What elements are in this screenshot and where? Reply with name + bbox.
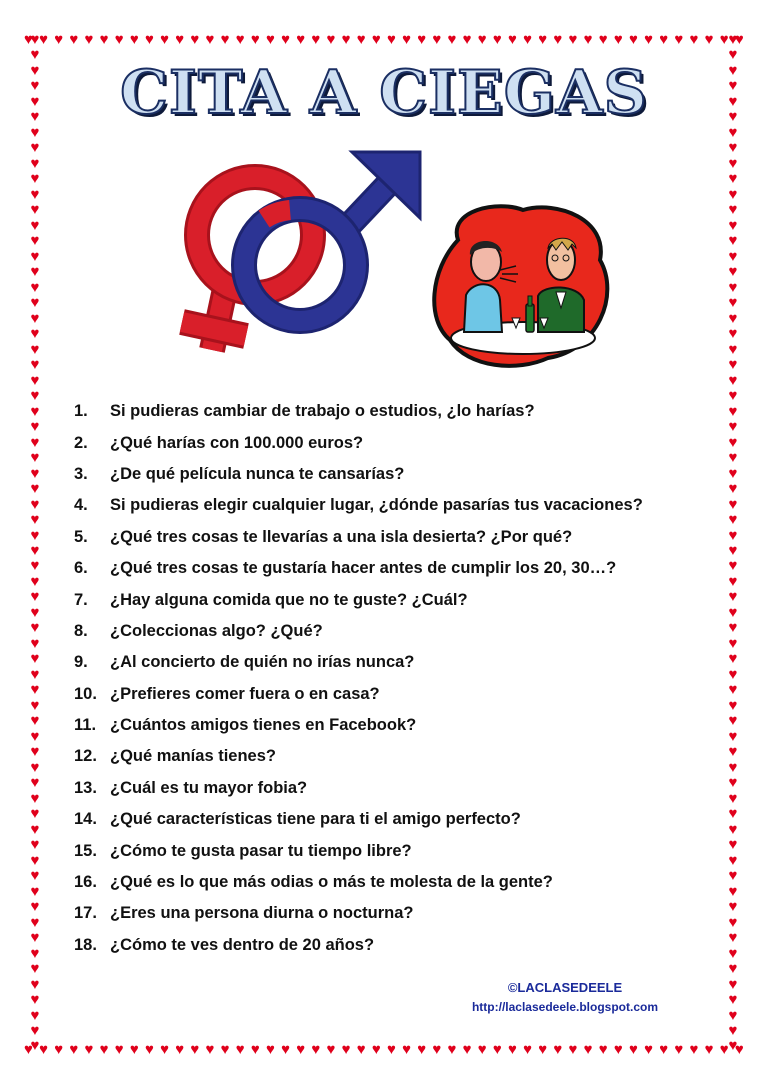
heart-icon: ♥ — [728, 836, 738, 854]
blind-date-dinner-illustration — [428, 200, 618, 370]
heart-icon: ♥ — [728, 433, 738, 451]
heart-icon: ♥ — [84, 1040, 94, 1058]
heart-icon: ♥ — [356, 30, 366, 48]
heart-icon: ♥ — [235, 30, 245, 48]
list-item: 12. ¿Qué manías tienes? — [74, 747, 276, 766]
heart-icon: ♥ — [30, 154, 40, 172]
heart-icon: ♥ — [417, 1040, 427, 1058]
heart-icon: ♥ — [30, 464, 40, 482]
heart-icon: ♥ — [704, 1040, 714, 1058]
border-left — [24, 30, 49, 1054]
heart-icon: ♥ — [311, 30, 321, 48]
heart-icon: ♥ — [728, 480, 738, 498]
heart-icon: ♥ — [538, 1040, 548, 1058]
heart-icon: ♥ — [129, 1040, 139, 1058]
heart-icon: ♥ — [728, 681, 738, 699]
heart-icon: ♥ — [387, 30, 396, 48]
heart-icon: ♥ — [30, 758, 40, 776]
heart-icon: ♥ — [30, 387, 40, 405]
heart-icon: ♥ — [613, 1040, 623, 1058]
heart-icon: ♥ — [728, 185, 738, 203]
heart-icon: ♥ — [30, 619, 40, 637]
heart-icon: ♥ — [69, 30, 79, 48]
heart-icon: ♥ — [205, 30, 215, 48]
heart-icon: ♥ — [674, 1040, 684, 1058]
heart-icon: ♥ — [462, 1040, 472, 1058]
heart-icon: ♥ — [30, 960, 40, 978]
heart-icon: ♥ — [99, 1040, 109, 1058]
heart-icon: ♥ — [160, 1040, 170, 1058]
list-item: 14. ¿Qué características tiene para ti el amigo perfecto? — [74, 810, 521, 829]
heart-icon: ♥ — [30, 418, 40, 436]
heart-icon: ♥ — [538, 30, 548, 48]
heart-icon: ♥ — [728, 511, 738, 529]
heart-icon: ♥ — [296, 30, 306, 48]
heart-icon: ♥ — [30, 526, 40, 544]
heart-icon: ♥ — [250, 1040, 260, 1058]
heart-icon: ♥ — [477, 30, 487, 48]
heart-icon: ♥ — [728, 696, 738, 714]
heart-icon: ♥ — [728, 898, 738, 916]
heart-icon: ♥ — [728, 743, 738, 761]
heart-icon: ♥ — [311, 1040, 321, 1058]
heart-icon: ♥ — [728, 727, 738, 745]
heart-icon: ♥ — [728, 371, 738, 389]
heart-icon: ♥ — [30, 232, 40, 250]
heart-icon: ♥ — [598, 30, 608, 48]
heart-icon: ♥ — [728, 263, 738, 281]
heart-icon: ♥ — [728, 634, 738, 652]
heart-icon: ♥ — [734, 1040, 744, 1058]
border-bottom — [24, 1038, 744, 1060]
heart-icon: ♥ — [728, 92, 738, 110]
heart-icon: ♥ — [719, 30, 729, 48]
heart-icon: ♥ — [568, 1040, 578, 1058]
heart-icon: ♥ — [728, 1037, 738, 1054]
list-item: 7. ¿Hay alguna comida que no te guste? ¿Cuál? — [74, 590, 468, 609]
heart-icon: ♥ — [175, 30, 185, 48]
heart-icon: ♥ — [477, 1040, 487, 1058]
heart-icon: ♥ — [30, 139, 40, 157]
credit-url[interactable]: http://laclasedeele.blogspot.com — [471, 1000, 659, 1014]
heart-icon: ♥ — [659, 30, 669, 48]
list-item: 6. ¿Qué tres cosas te gustaría hacer antes de cumplir los 20, 30…? — [74, 559, 617, 578]
heart-icon: ♥ — [402, 1040, 412, 1058]
heart-icon: ♥ — [387, 1040, 396, 1058]
heart-icon: ♥ — [30, 851, 40, 869]
heart-icon: ♥ — [30, 603, 40, 621]
heart-icon: ♥ — [728, 449, 738, 467]
list-item: 2. ¿Qué harías con 100.000 euros? — [74, 433, 364, 452]
heart-icon: ♥ — [689, 1040, 699, 1058]
heart-icon: ♥ — [728, 588, 738, 606]
heart-icon: ♥ — [326, 30, 336, 48]
heart-icon: ♥ — [728, 154, 738, 172]
heart-icon: ♥ — [30, 108, 40, 126]
heart-icon: ♥ — [30, 743, 40, 761]
heart-icon: ♥ — [84, 30, 94, 48]
heart-icon: ♥ — [728, 541, 738, 559]
heart-icon: ♥ — [30, 371, 40, 389]
heart-icon: ♥ — [462, 30, 472, 48]
heart-icon: ♥ — [728, 387, 738, 405]
list-item: 3. ¿De qué película nunca te cansarías? — [74, 464, 405, 483]
heart-icon: ♥ — [30, 929, 40, 947]
heart-icon: ♥ — [30, 278, 40, 296]
heart-icon: ♥ — [30, 820, 40, 838]
heart-icon: ♥ — [114, 1040, 124, 1058]
heart-icon: ♥ — [30, 92, 40, 110]
heart-icon: ♥ — [266, 30, 275, 48]
heart-icon: ♥ — [728, 758, 738, 776]
heart-icon: ♥ — [30, 727, 40, 745]
heart-icon: ♥ — [30, 511, 40, 529]
heart-icon: ♥ — [220, 1040, 230, 1058]
heart-icon: ♥ — [728, 108, 738, 126]
heart-icon: ♥ — [523, 1040, 533, 1058]
heart-icon: ♥ — [30, 309, 40, 327]
heart-icon: ♥ — [250, 30, 260, 48]
heart-icon: ♥ — [30, 170, 40, 188]
heart-icon: ♥ — [69, 1040, 79, 1058]
heart-icon: ♥ — [508, 30, 517, 48]
heart-icon: ♥ — [30, 975, 40, 993]
heart-icon: ♥ — [205, 1040, 215, 1058]
heart-icon: ♥ — [613, 30, 623, 48]
heart-icon: ♥ — [728, 867, 738, 885]
heart-icon: ♥ — [30, 712, 40, 730]
heart-icon: ♥ — [728, 201, 738, 219]
heart-icon: ♥ — [30, 634, 40, 652]
heart-icon: ♥ — [447, 1040, 457, 1058]
heart-icon: ♥ — [30, 991, 40, 1009]
heart-icon: ♥ — [728, 882, 738, 900]
heart-icon: ♥ — [30, 650, 40, 668]
heart-icon: ♥ — [728, 464, 738, 482]
heart-icon: ♥ — [235, 1040, 245, 1058]
list-item: 16. ¿Qué es lo que más odias o más te molesta de la gente? — [74, 873, 553, 892]
list-item: 10. ¿Prefieres comer fuera o en casa? — [74, 684, 380, 703]
heart-icon: ♥ — [30, 61, 40, 79]
heart-icon: ♥ — [54, 1040, 64, 1058]
heart-icon: ♥ — [728, 650, 738, 668]
heart-icon: ♥ — [160, 30, 170, 48]
heart-icon: ♥ — [326, 1040, 336, 1058]
heart-icon: ♥ — [728, 944, 738, 962]
list-item: 18. ¿Cómo te ves dentro de 20 años? — [74, 935, 375, 954]
heart-icon: ♥ — [728, 960, 738, 978]
heart-icon: ♥ — [30, 46, 40, 64]
heart-icon: ♥ — [728, 123, 738, 141]
heart-icon: ♥ — [728, 247, 738, 265]
heart-icon: ♥ — [728, 929, 738, 947]
heart-icon: ♥ — [281, 30, 291, 48]
heart-icon: ♥ — [704, 30, 714, 48]
heart-icon: ♥ — [39, 30, 49, 48]
heart-icon: ♥ — [728, 170, 738, 188]
heart-icon: ♥ — [728, 294, 738, 312]
heart-icon: ♥ — [728, 61, 738, 79]
heart-icon: ♥ — [30, 557, 40, 575]
heart-icon: ♥ — [30, 1022, 40, 1039]
heart-icon: ♥ — [447, 30, 457, 48]
heart-icon: ♥ — [728, 402, 738, 420]
heart-icon: ♥ — [30, 77, 40, 95]
heart-icon: ♥ — [190, 1040, 200, 1058]
heart-icon: ♥ — [728, 572, 738, 590]
heart-icon: ♥ — [553, 30, 563, 48]
heart-icon: ♥ — [30, 774, 40, 792]
heart-icon: ♥ — [689, 30, 699, 48]
heart-icon: ♥ — [728, 991, 738, 1009]
heart-icon: ♥ — [728, 603, 738, 621]
heart-icon: ♥ — [30, 185, 40, 203]
heart-icon: ♥ — [728, 805, 738, 823]
heart-icon: ♥ — [728, 77, 738, 95]
heart-icon: ♥ — [728, 356, 738, 374]
heart-icon: ♥ — [674, 30, 684, 48]
heart-icon: ♥ — [728, 526, 738, 544]
heart-icon: ♥ — [30, 836, 40, 854]
heart-icon: ♥ — [30, 882, 40, 900]
heart-icon: ♥ — [659, 1040, 669, 1058]
heart-icon: ♥ — [432, 1040, 442, 1058]
heart-icon: ♥ — [30, 201, 40, 219]
heart-icon: ♥ — [30, 898, 40, 916]
heart-icon: ♥ — [30, 402, 40, 420]
heart-icon: ♥ — [728, 665, 738, 683]
heart-icon: ♥ — [644, 1040, 654, 1058]
heart-icon: ♥ — [341, 1040, 351, 1058]
heart-icon: ♥ — [30, 449, 40, 467]
heart-icon: ♥ — [568, 30, 578, 48]
heart-icon: ♥ — [728, 418, 738, 436]
list-item: 15. ¿Cómo te gusta pasar tu tiempo libre? — [74, 841, 412, 860]
heart-icon: ♥ — [145, 30, 154, 48]
credit-name: ©LACLASEDEELE — [507, 980, 623, 995]
heart-icon: ♥ — [644, 30, 654, 48]
heart-icon: ♥ — [371, 30, 381, 48]
heart-icon: ♥ — [30, 588, 40, 606]
heart-icon: ♥ — [30, 263, 40, 281]
heart-icon: ♥ — [114, 30, 124, 48]
heart-icon: ♥ — [145, 1040, 154, 1058]
list-item: 8. ¿Coleccionas algo? ¿Qué? — [74, 621, 323, 640]
heart-icon: ♥ — [728, 309, 738, 327]
heart-icon: ♥ — [728, 1006, 738, 1024]
heart-icon: ♥ — [129, 30, 139, 48]
heart-icon: ♥ — [728, 139, 738, 157]
heart-icon: ♥ — [523, 30, 533, 48]
heart-icon: ♥ — [30, 867, 40, 885]
heart-icon: ♥ — [371, 1040, 381, 1058]
heart-icon: ♥ — [598, 1040, 608, 1058]
heart-icon: ♥ — [24, 1040, 33, 1058]
heart-icon: ♥ — [402, 30, 412, 48]
heart-icon: ♥ — [30, 681, 40, 699]
heart-icon: ♥ — [734, 30, 744, 48]
heart-icon: ♥ — [728, 32, 738, 48]
heart-icon: ♥ — [30, 789, 40, 807]
list-item: 13. ¿Cuál es tu mayor fobia? — [74, 778, 308, 797]
heart-icon: ♥ — [728, 851, 738, 869]
heart-icon: ♥ — [492, 1040, 502, 1058]
heart-icon: ♥ — [30, 32, 40, 48]
heart-icon: ♥ — [728, 557, 738, 575]
heart-icon: ♥ — [356, 1040, 366, 1058]
heart-icon: ♥ — [30, 247, 40, 265]
heart-icon: ♥ — [99, 30, 109, 48]
heart-icon: ♥ — [728, 325, 738, 343]
heart-icon: ♥ — [728, 820, 738, 838]
heart-icon: ♥ — [341, 30, 351, 48]
page-title: CITA A CIEGAS — [120, 58, 648, 128]
heart-icon: ♥ — [728, 913, 738, 931]
heart-icon: ♥ — [728, 789, 738, 807]
heart-icon: ♥ — [728, 495, 738, 513]
heart-icon: ♥ — [508, 1040, 517, 1058]
heart-icon: ♥ — [728, 278, 738, 296]
heart-icon: ♥ — [728, 216, 738, 234]
heart-icon: ♥ — [728, 1022, 738, 1039]
heart-icon: ♥ — [30, 696, 40, 714]
heart-icon: ♥ — [175, 1040, 185, 1058]
heart-icon: ♥ — [30, 572, 40, 590]
heart-icon: ♥ — [30, 294, 40, 312]
heart-icon: ♥ — [30, 665, 40, 683]
heart-icon: ♥ — [30, 356, 40, 374]
list-item: 1. Si pudieras cambiar de trabajo o estudios, ¿lo harías? — [74, 402, 535, 421]
heart-icon: ♥ — [728, 340, 738, 358]
heart-icon: ♥ — [417, 30, 427, 48]
list-item: 5. ¿Qué tres cosas te llevarías a una isla desierta? ¿Por qué? — [74, 527, 573, 546]
heart-icon: ♥ — [629, 30, 638, 48]
heart-icon: ♥ — [266, 1040, 275, 1058]
heart-icon: ♥ — [728, 774, 738, 792]
heart-icon: ♥ — [583, 1040, 593, 1058]
heart-icon: ♥ — [728, 975, 738, 993]
heart-icon: ♥ — [728, 619, 738, 637]
heart-icon: ♥ — [30, 805, 40, 823]
heart-icon: ♥ — [719, 1040, 729, 1058]
heart-icon: ♥ — [190, 30, 200, 48]
heart-icon: ♥ — [30, 495, 40, 513]
heart-icon: ♥ — [30, 913, 40, 931]
heart-icon: ♥ — [728, 232, 738, 250]
heart-icon: ♥ — [728, 46, 738, 64]
list-item: 17. ¿Eres una persona diurna o nocturna? — [74, 904, 414, 923]
heart-icon: ♥ — [30, 541, 40, 559]
heart-icon: ♥ — [728, 712, 738, 730]
question-list — [74, 396, 734, 961]
heart-icon: ♥ — [629, 1040, 638, 1058]
heart-icon: ♥ — [30, 480, 40, 498]
list-item: 9. ¿Al concierto de quién no irías nunca? — [74, 653, 415, 672]
heart-icon: ♥ — [30, 340, 40, 358]
heart-icon: ♥ — [24, 30, 33, 48]
heart-icon: ♥ — [30, 123, 40, 141]
heart-icon: ♥ — [492, 30, 502, 48]
heart-icon: ♥ — [296, 1040, 306, 1058]
heart-icon: ♥ — [54, 30, 64, 48]
heart-icon: ♥ — [30, 1037, 40, 1054]
heart-icon: ♥ — [39, 1040, 49, 1058]
heart-icon: ♥ — [553, 1040, 563, 1058]
border-top — [24, 28, 744, 50]
heart-icon: ♥ — [583, 30, 593, 48]
heart-icon: ♥ — [281, 1040, 291, 1058]
heart-icon: ♥ — [30, 433, 40, 451]
list-item: 4. Si pudieras elegir cualquier lugar, ¿dónde pasarías tus vacaciones? — [74, 496, 643, 515]
heart-icon: ♥ — [30, 1006, 40, 1024]
heart-icon: ♥ — [30, 216, 40, 234]
heart-icon: ♥ — [30, 325, 40, 343]
heart-icon: ♥ — [30, 944, 40, 962]
heart-icon: ♥ — [432, 30, 442, 48]
list-item: 11. ¿Cuántos amigos tienes en Facebook? — [74, 716, 417, 735]
heart-icon: ♥ — [220, 30, 230, 48]
gender-symbols-icon — [160, 140, 430, 375]
